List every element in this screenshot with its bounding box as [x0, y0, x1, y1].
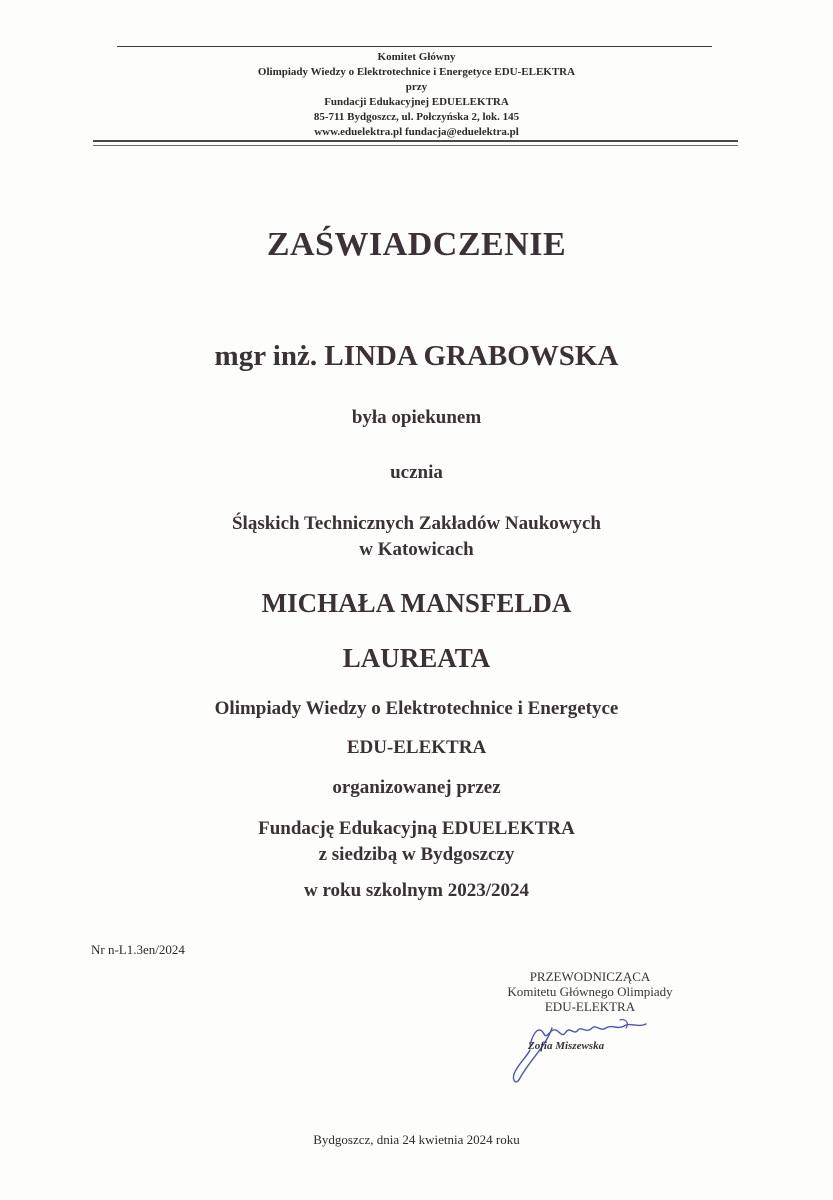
letterhead-address: 85-711 Bydgoszcz, ul. Połczyńska 2, lok. 145: [313, 111, 520, 123]
signatory-title: PRZEWODNICZĄCA: [529, 969, 651, 984]
organized-by: organizowanej przez: [332, 777, 501, 798]
school-city: w Katowicach: [359, 539, 474, 560]
role-text: była opiekunem: [351, 407, 482, 428]
student-label: ucznia: [390, 462, 443, 483]
letterhead-przy: przy: [405, 81, 428, 93]
signatory-olympiad: EDU-ELEKTRA: [544, 999, 636, 1014]
letterhead-committee: Komitet Główny: [377, 51, 456, 63]
recipient-name: mgr inż. LINDA GRABOWSKA: [214, 340, 619, 372]
student-name: MICHAŁA MANSFELDA: [261, 588, 572, 618]
school-block: [0, 511, 833, 563]
letterhead-foundation: Fundacji Edukacyjnej EDUELEKTRA: [324, 96, 509, 108]
olympiad-brand: EDU-ELEKTRA: [346, 737, 487, 758]
school-name: Śląskich Technicznych Zakładów Naukowych: [231, 513, 601, 534]
signatory-name: Zofia Miszewska: [528, 1040, 605, 1052]
letterhead-contact: www.eduelektra.pl fundacja@eduelektra.pl: [314, 126, 519, 138]
letterhead-bottom-rule: [93, 140, 738, 142]
foundation-name: Fundację Edukacyjną EDUELEKTRA: [258, 818, 575, 839]
award-title: LAUREATA: [342, 643, 491, 673]
place-and-date: Bydgoszcz, dnia 24 kwietnia 2024 roku: [313, 1132, 520, 1147]
letterhead: [0, 50, 833, 140]
letterhead-olympiad: Olimpiady Wiedzy o Elektrotechnice i Energetyce EDU-ELEKTRA: [257, 66, 576, 78]
letterhead-top-rule: [117, 46, 712, 47]
certificate-number: Nr n-L1.3en/2024: [91, 942, 185, 957]
signatory-committee: Komitetu Głównego Olimpiady: [507, 984, 673, 999]
letterhead-bottom-rule-thin: [93, 145, 738, 146]
foundation-seat: z siedzibą w Bydgoszczy: [318, 844, 515, 865]
school-year: w roku szkolnym 2023/2024: [303, 880, 530, 901]
certificate-title: ZAŚWIADCZENIE: [266, 226, 567, 263]
olympiad-name: Olimpiady Wiedzy o Elektrotechnice i Energetyce: [214, 698, 619, 719]
foundation-block: [0, 816, 833, 868]
